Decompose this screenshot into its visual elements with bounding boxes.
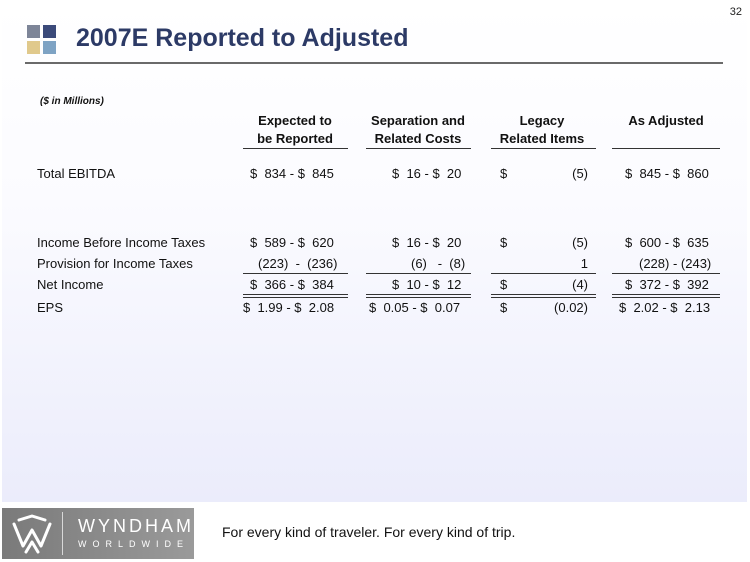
column-header-line: Related Costs (374, 131, 462, 146)
brand-subtitle: WORLDWIDE (78, 539, 189, 549)
cell-legacy-value: (5) (572, 235, 588, 250)
cell-legacy-currency: $ (500, 277, 508, 292)
row-label: Provision for Income Taxes (37, 256, 193, 271)
slide (2, 2, 747, 502)
row-label: Net Income (37, 277, 104, 292)
footer-tagline: For every kind of traveler. For every kind of trip. (222, 524, 516, 540)
subtotal-rule (491, 273, 596, 274)
column-header-line: Separation and (371, 113, 465, 128)
subtotal-rule (366, 273, 471, 274)
cell-legacy-value: (5) (572, 166, 588, 181)
cell-adjusted: $ 600 - $ 635 (625, 235, 709, 250)
total-double-rule (491, 294, 596, 298)
cell-adjusted: (228) - (243) (639, 256, 712, 271)
total-double-rule (612, 294, 720, 298)
header-rule (243, 148, 348, 149)
cell-separation: $ 16 - $ 20 (392, 166, 462, 181)
row-label: Income Before Income Taxes (37, 235, 206, 250)
cell-legacy-currency: $ (500, 166, 508, 181)
logo-square-gray (27, 25, 40, 38)
subtotal-rule (243, 273, 348, 274)
units-note: ($ in Millions) (40, 96, 104, 107)
cell-legacy-value: (0.02) (554, 300, 588, 315)
cell-legacy-currency: $ (500, 300, 508, 315)
header-rule (612, 148, 720, 149)
brand-name: WYNDHAM (78, 516, 194, 536)
cell-legacy-value: (4) (572, 277, 588, 292)
column-header-expected (240, 112, 350, 148)
subtotal-rule (612, 273, 720, 274)
row-label: Total EBITDA (37, 166, 116, 181)
logo-square-navy (43, 25, 56, 38)
title-divider (25, 62, 723, 64)
cell-expected: (223) - (236) (258, 256, 338, 271)
page-number: 32 (729, 6, 742, 18)
wyndham-logo-icon (8, 512, 56, 556)
column-header-line: Related Items (499, 131, 585, 146)
header-rule (491, 148, 596, 149)
header-rule (366, 148, 471, 149)
cell-adjusted: $ 372 - $ 392 (625, 277, 709, 292)
cell-expected: $ 589 - $ 620 (250, 235, 334, 250)
logo-square-gold (27, 41, 40, 54)
cell-separation: $ 10 - $ 12 (392, 277, 462, 292)
cell-adjusted: $ 2.02 - $ 2.13 (619, 300, 711, 315)
cell-adjusted: $ 845 - $ 860 (625, 166, 709, 181)
cell-separation: (6) - (8) (411, 256, 466, 271)
cell-separation: $ 0.05 - $ 0.07 (369, 300, 461, 315)
column-header-legacy (487, 112, 597, 148)
slide-title: 2007E Reported to Adjusted (76, 24, 409, 52)
total-double-rule (366, 294, 471, 298)
column-header-line: be Reported (257, 131, 333, 146)
logo-square-blue (43, 41, 56, 54)
cell-legacy-value: 1 (580, 256, 588, 271)
total-double-rule (243, 294, 348, 298)
column-header-adjusted (610, 112, 722, 130)
row-label: EPS (37, 300, 64, 315)
column-header-line: Legacy (519, 113, 565, 128)
cell-separation: $ 16 - $ 20 (392, 235, 462, 250)
brand-divider (62, 512, 63, 555)
column-header-separation (362, 112, 474, 148)
column-header-line: Expected to (258, 113, 332, 128)
cell-legacy-currency: $ (500, 235, 508, 250)
cell-expected: $ 1.99 - $ 2.08 (243, 300, 335, 315)
cell-expected: $ 834 - $ 845 (250, 166, 334, 181)
cell-expected: $ 366 - $ 384 (250, 277, 334, 292)
column-header-line: As Adjusted (628, 113, 704, 128)
